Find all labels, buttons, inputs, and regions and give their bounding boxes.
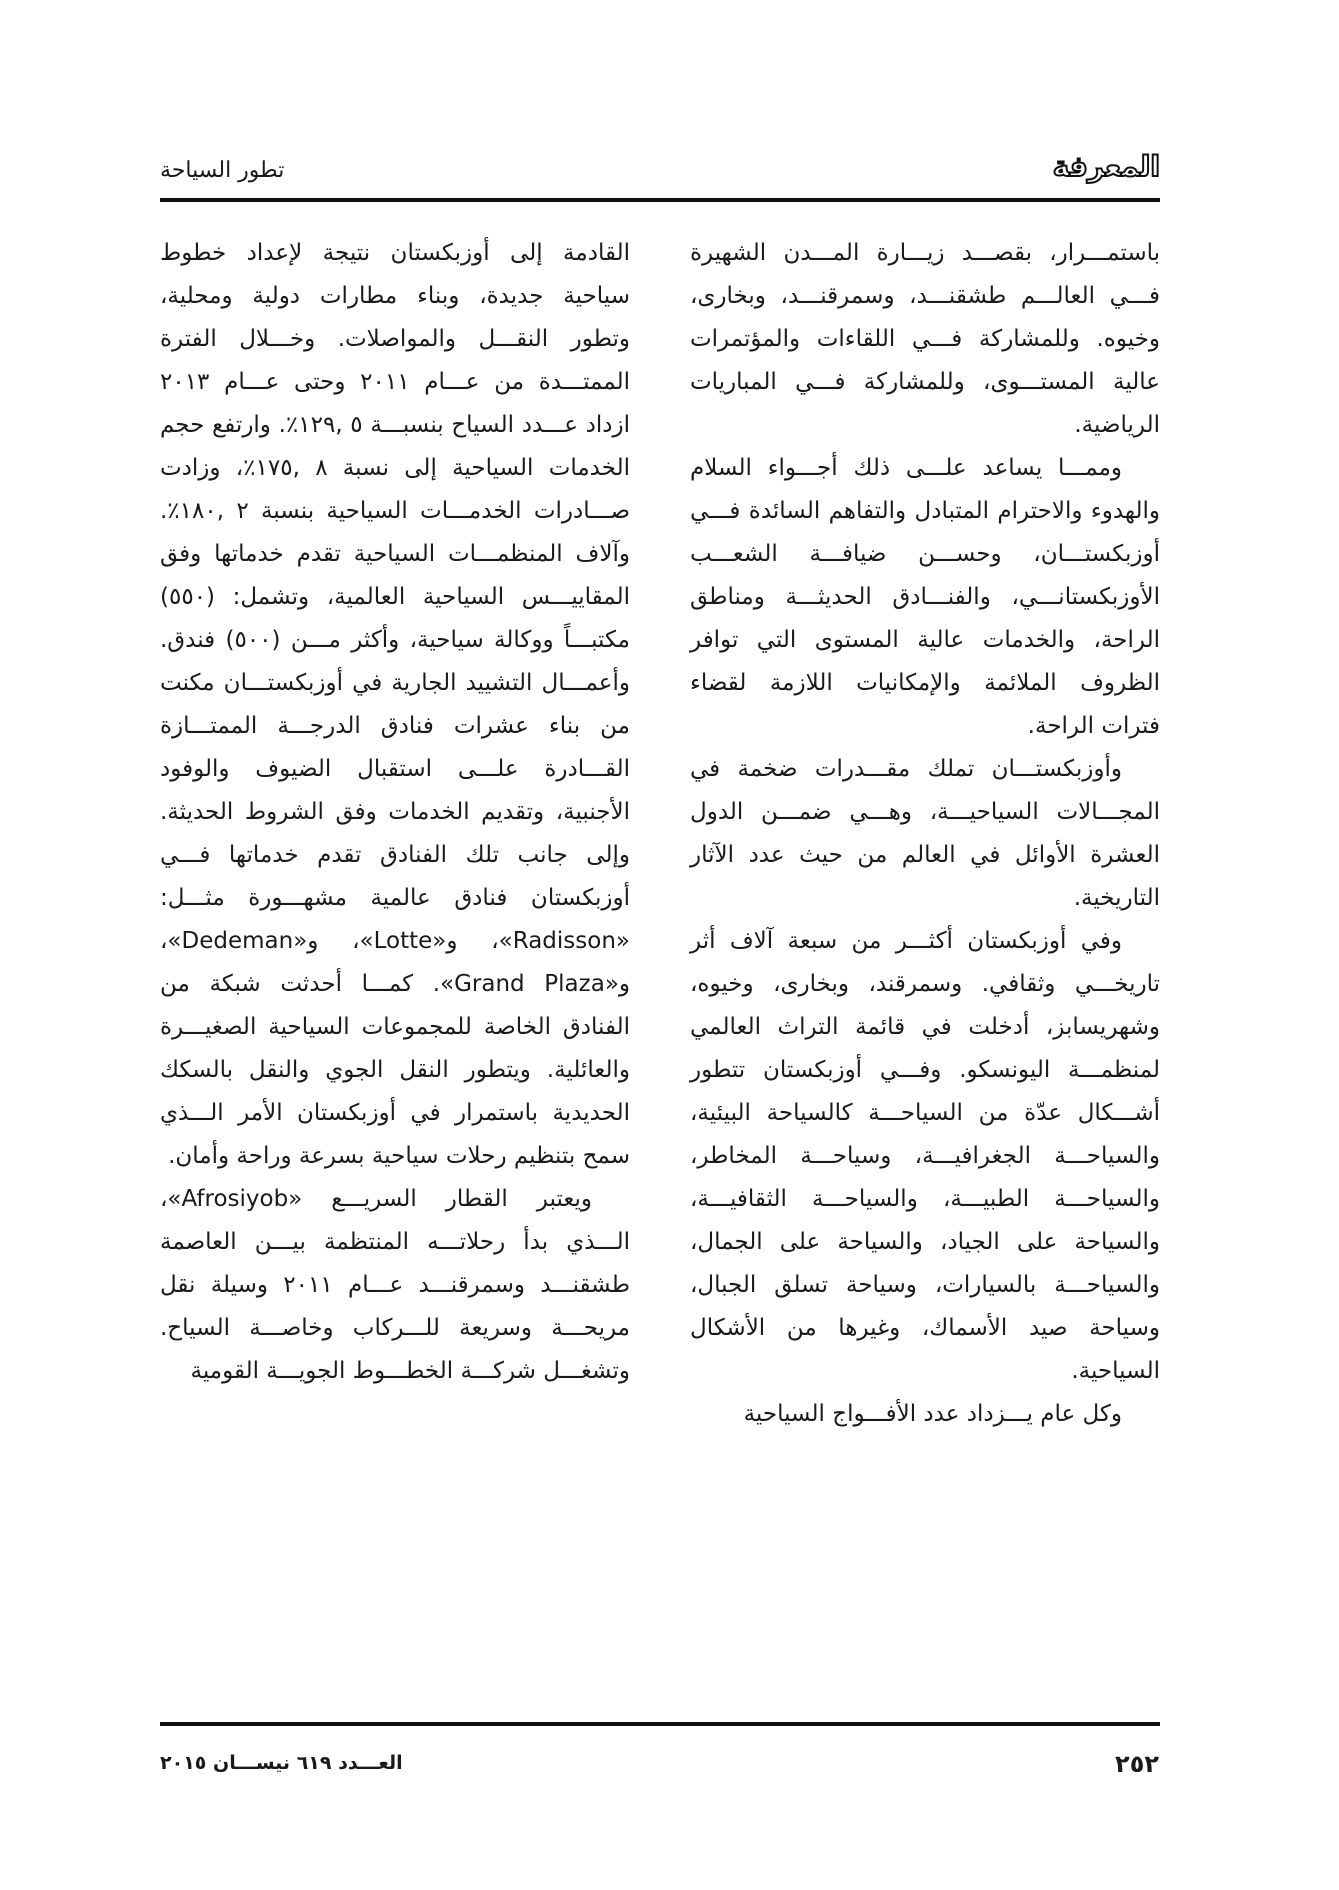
paragraph: وممـــا يساعد علـــى ذلك أجـــواء السلام والهدوء والاحترام المتبادل والتفاهم السائدة فـــي أوزبكستـــان، وحســـن ضيافـــة الشعـــب الأوزبكستانـــي، والفنـــادق الحديثـــة ومناطق الراحة، والخدمات عالية المستوى التي توافر الظروف الملائمة والإمكانيات اللازمة لقضاء فترات الراحة. <box>690 455 1160 739</box>
footer-divider <box>160 1722 1160 1726</box>
magazine-logo: المعرفة <box>1052 150 1160 183</box>
section-title: تطور السياحة <box>160 158 285 183</box>
paragraph: باستمـــرار، بقصـــد زيـــارة المـــدن الشهيرة فـــي العالـــم طشقنـــد، وسمرقنـــد، وبخارى، وخيوه. وللمشاركة فـــي اللقاءات والمؤتمرات عالية المستـــوى، وللمشاركة فـــي المباريات الرياضية. <box>690 240 1160 438</box>
issue-info: العـــدد ٦١٩ نيســـان ٢٠١٥ <box>160 1752 403 1774</box>
page-number: ٢٥٢ <box>1115 1750 1159 1778</box>
article-column-left <box>160 232 630 1393</box>
header-divider <box>160 198 1160 202</box>
paragraph: وفي أوزبكستان أكثـــر من سبعة آلاف أثر تاريخـــي وثقافي. وسمرقند، وبخارى، وخيوه، وشهريسابز، أدخلت في قائمة التراث العالمي لمنظمـــة اليونسكو. وفـــي أوزبكستان تتطور أشـــكال عدّة من السياحـــة كالسياحة البيئية، والسياحـــة الجغرافيـــة، وسياحـــة المخاطر، والسياحـــة الطبيـــة، والسياحـــة الثقافيـــة، والسياحة على الجياد، والسياحة على الجمال، والسياحـــة بالسيارات، وسياحة تسلق الجبال، وسياحة صيد الأسماك، وغيرها من الأشكال السياحية. <box>690 928 1160 1384</box>
paragraph: ويعتبر القطار السريـــع «Afrosiyob»، الـــذي بدأ رحلاتـــه المنتظمة بيـــن العاصمة طشقنـــد وسمرقنـــد عـــام ٢٠١١ وسيلة نقل مريحـــة وسريعة للـــركاب وخاصـــة السياح. وتشغـــل شركـــة الخطـــوط الجويـــة القومية <box>160 1186 630 1384</box>
paragraph: وأوزبكستـــان تملك مقـــدرات ضخمة في المجـــالات السياحيـــة، وهـــي ضمـــن الدول العشرة الأوائل في العالم من حيث عدد الآثار التاريخية. <box>690 756 1160 911</box>
page-header <box>160 150 1160 196</box>
paragraph: القادمة إلى أوزبكستان نتيجة لإعداد خطوط سياحية جديدة، وبناء مطارات دولية ومحلية، وتطور النقـــل والمواصلات. وخـــلال الفترة الممتـــدة من عـــام ٢٠١١ وحتى عـــام ٢٠١٣ ازداد عـــدد السياح بنسبـــة ٥ ,١٢٩٪. وارتفع حجم الخدمات السياحية إلى نسبة ٨ ,١٧٥٪، وزادت صـــادرات الخدمـــات السياحية بنسبة ٢ ,١٨٠٪. وآلاف المنظمـــات السياحية تقدم خدماتها وفق المقاييـــس السياحية العالمية، وتشمل: (٥٥٠) مكتبـــاً ووكالة سياحية، وأكثر مـــن (٥٠٠) فندق. وأعمـــال التشييد الجارية في أوزبكستـــان مكنت من بناء عشرات فنادق الدرجـــة الممتـــازة القـــادرة علـــى استقبال الضيوف والوفود الأجنبية، وتقديم الخدمات وفق الشروط الحديثة. وإلى جانب تلك الفنادق تقدم خدماتها فـــي أوزبكستان فنادق عالمية مشهـــورة مثـــل: «Radisson»، و«Lotte»، و«Dedeman»، و«Grand Plaza». كمـــا أحدثت شبكة من الفنادق الخاصة للمجموعات السياحية الصغيـــرة والعائلية. ويتطور النقل الجوي والنقل بالسكك الحديدية باستمرار في أوزبكستان الأمر الـــذي سمح بتنظيم رحلات سياحية بسرعة وراحة وأمان. <box>160 240 631 1169</box>
article-column-right <box>690 232 1160 1436</box>
paragraph: وكل عام يـــزداد عدد الأفـــواج السياحية <box>743 1401 1122 1427</box>
